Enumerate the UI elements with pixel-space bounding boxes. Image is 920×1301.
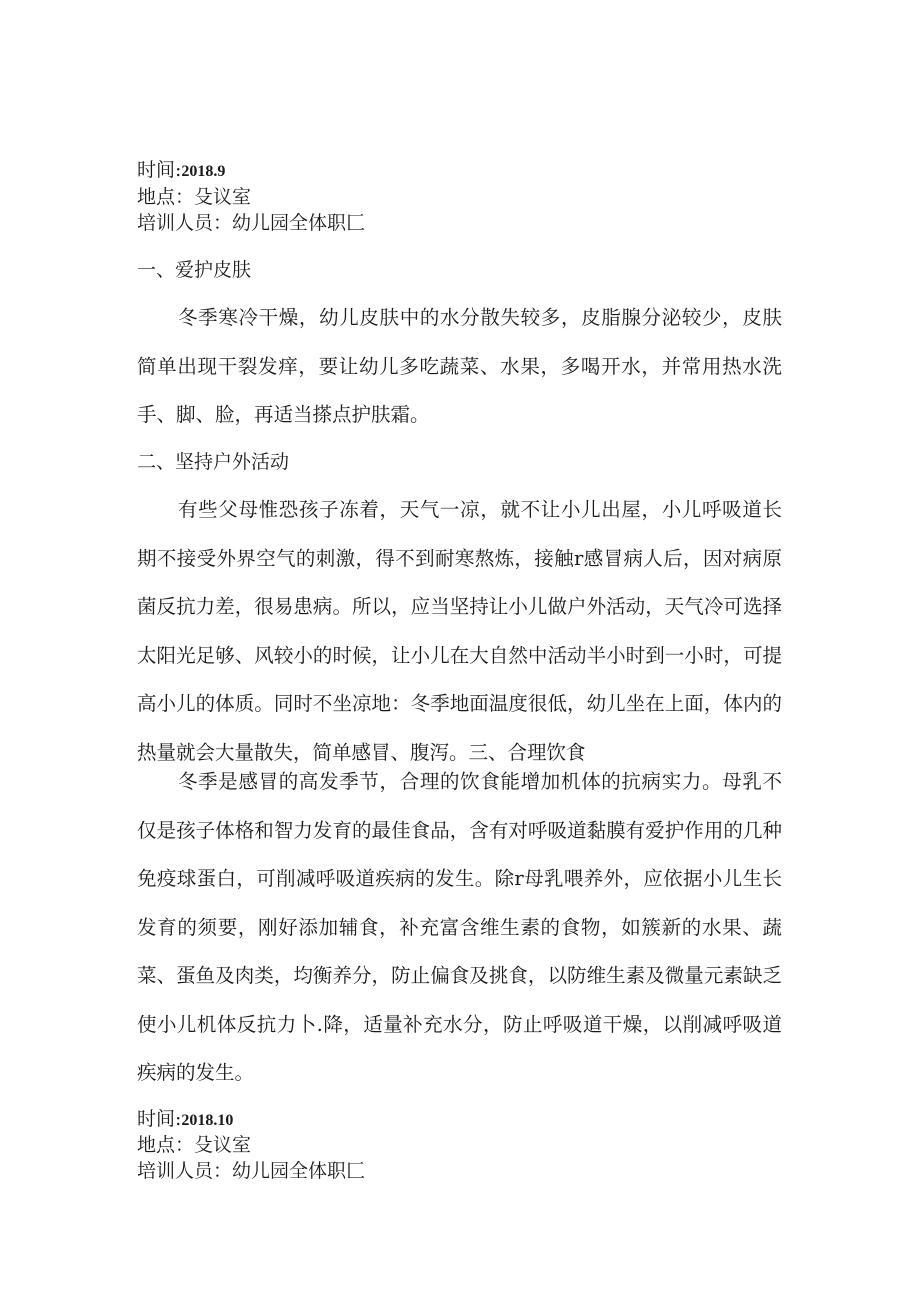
record2-time-label: 时间: [137, 1108, 182, 1130]
record2-place: 地点：殳议室 [137, 1134, 252, 1156]
section1-title: 一、爱护皮肤 [137, 259, 252, 281]
record1-time-label: 时间: [137, 159, 182, 181]
section2-body: 有些父母惟恐孩子冻着，天气一凉，就不让小儿出屋，小儿呼吸道长期不接受外界空气的刺激，得不到耐寒熬炼，接触r感冒病人后，因对病原菌反抗力差，很易患病。所以，应当坚持让小儿做户外活动，天气冷可选择太阳光足够、风较小的时候，让小儿在大自然中活动半小时到一小时，可提高小儿的体质。同时不坐凉地：冬季地面温度很低，幼儿坐在上面，体内的热量就会大量散失，简单感冒、腹泻。三、合理饮食 [137, 498, 782, 764]
record1-place: 地点：殳议室 [137, 186, 252, 208]
record1-time-value: 2018.9 [181, 163, 226, 180]
record2-time-value: 2018.10 [181, 1112, 234, 1129]
section3-body: 冬季是感冒的高发季节，合理的饮食能增加机体的抗病实力。母乳不仅是孩子体格和智力发育的最佳食品，含有对呼吸道黏膜有爱护作用的几种免疫球蛋白，可削减呼吸道疾病的发生。除r母乳喂养外，应依据小儿生长发育的须要，刚好添加辅食，补充富含维生素的食物，如簇新的水果、蔬菜、蛋鱼及肉类，均衡养分，防止偏食及挑食，以防维生素及微量元素缺乏使小儿机体反抗力卜.降，适量补充水分，防止呼吸道干燥，以削减呼吸道疾病的发生。 [137, 770, 782, 1084]
record2-trainees: 培训人员：幼儿园全体职匚 [137, 1160, 366, 1182]
section1-body: 冬季寒冷干燥，幼儿皮肤中的水分散失较多，皮脂腺分泌较少，皮肤简单出现干裂发痒，要让幼儿多吃蔬菜、水果，多喝开水，并常用热水洗手、脚、脸，再适当搽点护肤霜。 [137, 306, 782, 426]
record1-trainees: 培训人员：幼儿园全体职匚 [137, 212, 366, 234]
record1-time [137, 158, 225, 184]
section2-title: 二、坚持户外活动 [137, 451, 290, 473]
record2-time [137, 1107, 233, 1133]
